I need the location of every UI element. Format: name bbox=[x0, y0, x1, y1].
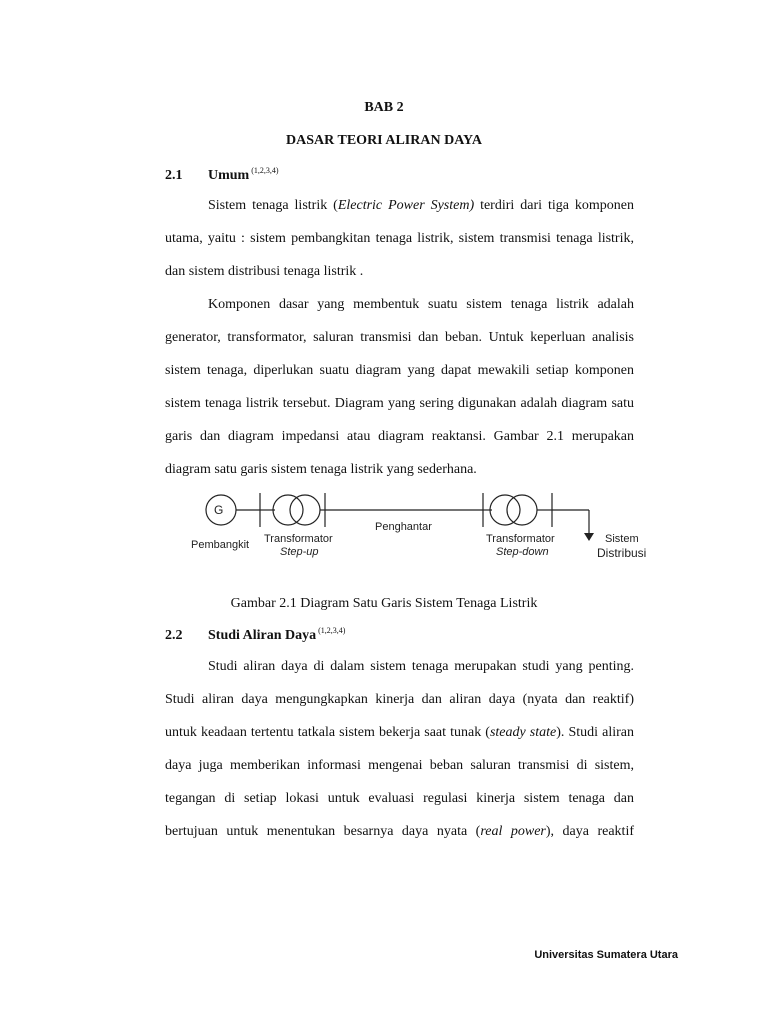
paragraph-line: Komponen dasar yang membentuk suatu sistem tenaga listrik adalah bbox=[208, 297, 634, 312]
paragraph-line: untuk keadaan tertentu tatkala sistem bekerja saat tunak (steady state). Studi aliran bbox=[165, 725, 634, 740]
paragraph-line: Sistem tenaga listrik (Electric Power System) terdiri dari tiga komponen bbox=[208, 198, 634, 213]
tx1-sub-label: Step-up bbox=[280, 546, 319, 558]
paragraph-line: utama, yaitu : sistem pembangkitan tenaga listrik, sistem transmisi tenaga listrik, bbox=[165, 231, 634, 246]
section-refs: (1,2,3,4) bbox=[318, 626, 346, 635]
paragraph-3 bbox=[165, 650, 634, 848]
paragraph-line: sistem tenaga, diperlukan suatu diagram yang dapat mewakili setiap komponen bbox=[165, 363, 634, 378]
tx2-sub-label: Step-down bbox=[496, 546, 549, 558]
tx2-coil-b bbox=[507, 495, 537, 525]
section-title: Umum bbox=[208, 168, 250, 183]
line-label: Penghantar bbox=[375, 521, 432, 533]
footer-university: Universitas Sumatera Utara bbox=[534, 949, 678, 961]
tx1-label: Transformator bbox=[264, 533, 333, 545]
paragraph-line: garis dan diagram impedansi atau diagram reaktansi. Gambar 2.1 merupakan bbox=[165, 429, 634, 444]
paragraph-line: generator, transformator, saluran transmisi dan beban. Untuk keperluan analisis bbox=[165, 330, 634, 345]
paragraph-line: Studi aliran daya di dalam sistem tenaga merupakan studi yang penting. bbox=[208, 659, 634, 674]
tx1-coil-b bbox=[290, 495, 320, 525]
figure-caption: Gambar 2.1 Diagram Satu Garis Sistem Tenaga Listrik bbox=[230, 596, 538, 611]
paragraph-line: diagram satu garis sistem tenaga listrik yang sederhana. bbox=[165, 462, 477, 477]
generator-symbol: G bbox=[214, 503, 224, 517]
tx2-coil-a bbox=[490, 495, 520, 525]
paragraph-line: sistem tenaga listrik tersebut. Diagram yang sering digunakan adalah diagram satu bbox=[165, 396, 634, 411]
chapter-number: BAB 2 bbox=[364, 100, 404, 115]
paragraph-line: tegangan di setiap lokasi untuk evaluasi regulasi kinerja sistem tenaga dan bbox=[165, 791, 634, 806]
tx2-label: Transformator bbox=[486, 533, 555, 545]
load-label-2: Distribusi bbox=[597, 546, 647, 560]
paragraph-1 bbox=[165, 189, 634, 288]
section-number: 2.2 bbox=[165, 628, 183, 643]
generator-label: Pembangkit bbox=[191, 539, 250, 551]
italic-term: steady state bbox=[489, 725, 557, 740]
tx1-coil-a bbox=[273, 495, 303, 525]
paragraph-line: Studi aliran daya mengungkapkan kinerja dan aliran daya (nyata dan reaktif) bbox=[165, 692, 634, 707]
chapter-title: DASAR TEORI ALIRAN DAYA bbox=[286, 133, 482, 148]
load-arrow bbox=[584, 533, 594, 541]
paragraph-line: bertujuan untuk menentukan besarnya daya nyata (real power), daya reaktif bbox=[165, 824, 634, 839]
paragraph-line: daya juga memberikan informasi mengenai beban saluran transmisi di sistem, bbox=[165, 758, 634, 773]
section-number: 2.1 bbox=[165, 168, 183, 183]
italic-term: Electric Power System) bbox=[337, 198, 475, 213]
paragraph-line: dan sistem distribusi tenaga listrik . bbox=[165, 264, 364, 279]
section-heading-2-2 bbox=[165, 626, 345, 644]
section-refs: (1,2,3,4) bbox=[251, 166, 279, 175]
paragraph-2 bbox=[165, 288, 634, 486]
load-label-1: Sistem bbox=[605, 533, 639, 545]
one-line-diagram bbox=[185, 485, 655, 575]
italic-term: real power bbox=[480, 824, 546, 839]
section-heading-2-1 bbox=[165, 166, 279, 184]
section-title: Studi Aliran Daya bbox=[208, 628, 317, 643]
